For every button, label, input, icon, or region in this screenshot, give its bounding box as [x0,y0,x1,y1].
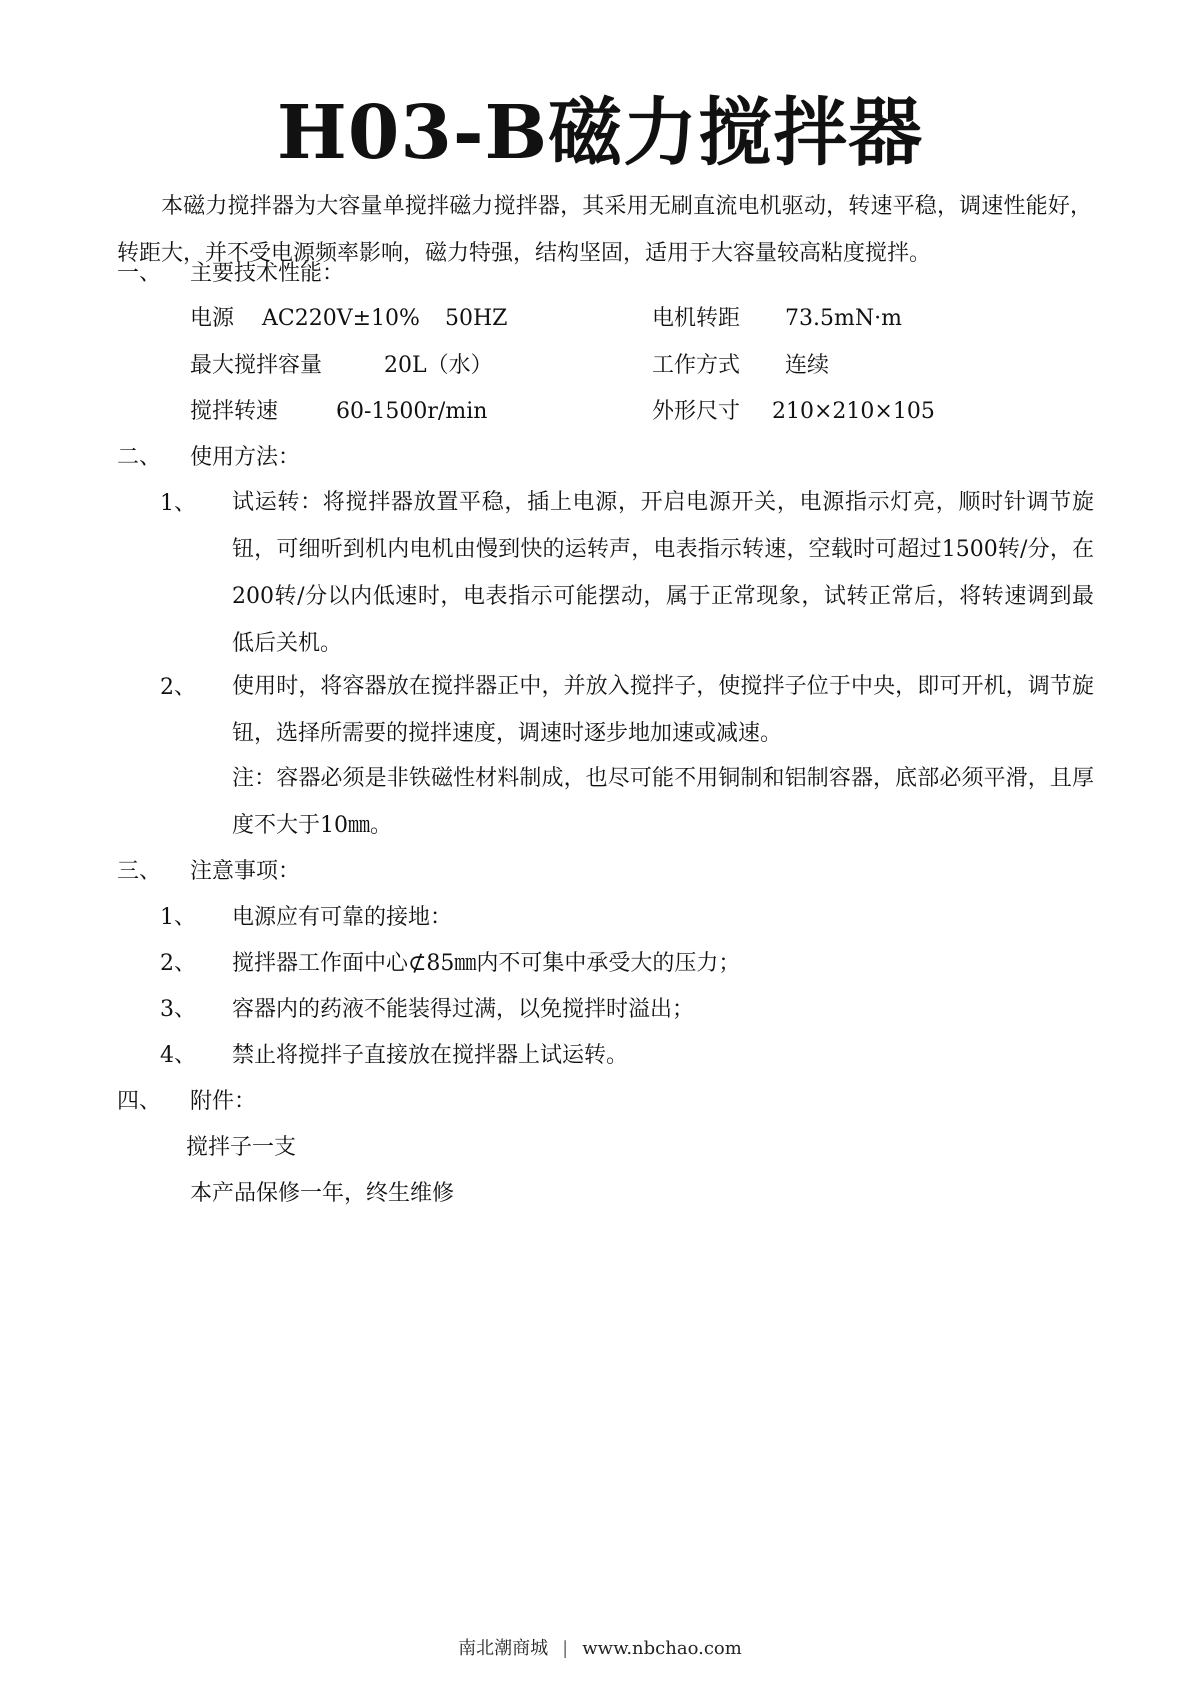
spec-torque-label: 电机转距 [652,306,741,331]
page-footer [0,1637,1200,1661]
usage-item-1-number: 1、 [160,491,196,516]
spec-power-value: AC220V±10% [262,306,420,331]
footer-site-name: 南北潮商城 [458,1638,549,1659]
spec-capacity-value: 20L（水） [384,353,493,378]
usage-note: 注：容器必须是非铁磁性材料制成，也尽可能不用铜制和铝制容器，底部必须平滑，且厚度不大于10㎜。 [232,766,1094,838]
spec-torque-value: 73.5mN·m [785,306,902,331]
section-2-number: 二、 [117,445,162,470]
spec-power-frequency: 50HZ [445,306,508,331]
footer-url-link[interactable]: www.nbchao.com [582,1638,742,1659]
caution-item-2-number: 2、 [160,951,196,976]
section-1-title: 主要技术性能： [190,261,345,286]
footer-separator: | [562,1638,569,1659]
caution-item-1-text: 电源应有可靠的接地： [232,905,453,930]
section-3-title: 注意事项： [190,859,301,884]
caution-item-2-text: 搅拌器工作面中心⊄85㎜内不可集中承受大的压力； [232,951,741,976]
spec-mode-label: 工作方式 [652,353,741,378]
spec-capacity-label: 最大搅拌容量 [190,353,323,378]
document-title: H03-B磁力搅拌器 [276,90,924,176]
section-2-title: 使用方法： [190,445,301,470]
usage-item-1-text: 试运转：将搅拌器放置平稳，插上电源，开启电源开关，电源指示灯亮，顺时针调节旋钮，可细听到机内电机由慢到快的运转声，电表指示转速，空载时可超过1500转/分，在200转/分以内低速时，电表指示可能摆动，属于正常现象，试转正常后，将转速调到最低后关机。 [232,490,1094,656]
spec-mode-value: 连续 [785,353,830,378]
section-3-number: 三、 [117,859,162,884]
caution-item-3-text: 容器内的药液不能装得过满，以免搅拌时溢出； [232,997,695,1022]
caution-item-3-number: 3、 [160,997,196,1022]
caution-item-1-number: 1、 [160,905,196,930]
caution-item-4-number: 4、 [160,1043,196,1068]
spec-dimensions-value: 210×210×105 [772,399,935,424]
accessory-line-2: 本产品保修一年，终生维修 [190,1181,455,1206]
usage-item-2-number: 2、 [160,675,196,700]
spec-power-label: 电源 [190,306,235,331]
spec-dimensions-label: 外形尺寸 [652,399,741,424]
intro-paragraph: 本磁力搅拌器为大容量单搅拌磁力搅拌器，其采用无刷直流电机驱动，转速平稳，调速性能好，转距大，并不受电源频率影响，磁力特强，结构坚固，适用于大容量较高粘度搅拌。 [117,194,1092,266]
spec-speed-value: 60-1500r/min [336,399,488,424]
section-4-title: 附件： [190,1089,257,1114]
section-4-number: 四、 [117,1089,162,1114]
usage-item-2-text: 使用时，将容器放在搅拌器正中，并放入搅拌子，使搅拌子位于中央，即可开机，调节旋钮，选择所需要的搅拌速度，调速时逐步地加速或减速。 [232,674,1094,746]
spec-speed-label: 搅拌转速 [190,399,279,424]
caution-item-4-text: 禁止将搅拌子直接放在搅拌器上试运转。 [232,1043,629,1068]
section-1-number: 一、 [117,261,162,286]
accessory-line-1: 搅拌子一支 [186,1135,297,1160]
